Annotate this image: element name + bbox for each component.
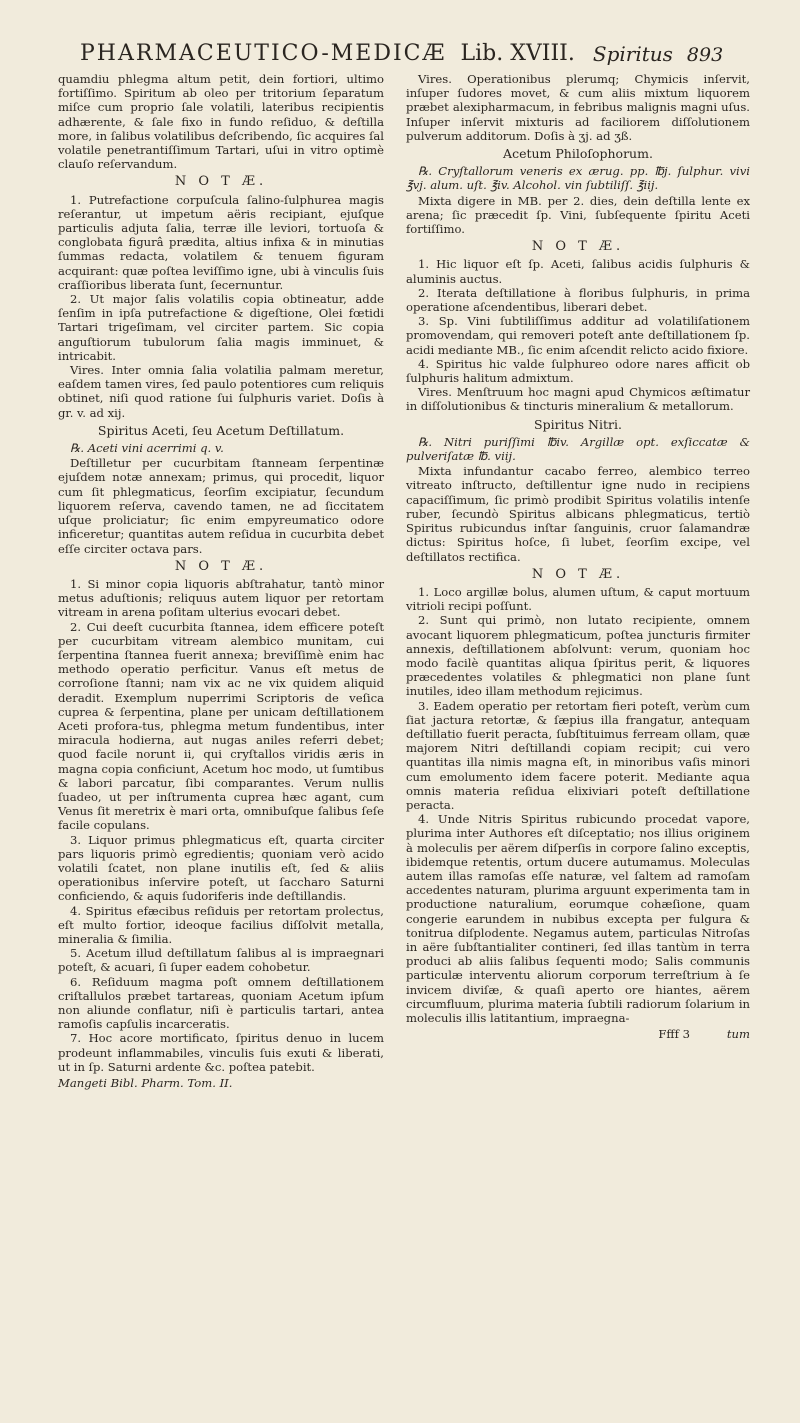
note-item: 4. Spiritus hic valde ſulphureo odore nares afficit ob ſulphuris halitum admixtum. [406, 356, 750, 386]
note-item: 1. Si minor copia liquoris abſtrahatur, tantò minor metus aduſtionis; reliquus autem liquor per retortam vitream in arena poſitam ulterius evocari debet. [58, 576, 384, 620]
section-heading: N O T Æ. [531, 566, 625, 582]
paragraph: quamdiu phlegma altum petit, dein fortiori, ultimo fortiſſimo. Spiritum ab oleo per tritorium ſeparatum miſce cum proprio ſale volatili, lateribus recipientis adhærente, & ſale fixo in fundo reſiduo, & deſtilla more, in ſalibus volatilibus deſcribendo, ſic acquires ſal volatile penetrantiſſimum Tartari, uſui in vitro optimè clauſo reſervandum. [58, 72, 384, 172]
header-book: Lib. XVIII. [460, 41, 575, 66]
note-item: 1. Putrefactione corpuſcula ſalino-ſulphurea magis reſerantur, ut impetum aëris recipiant, ejuſque particulis adjuta ſalia, terræ ille leviori, tortuoſa & conglobata figurâ prædita, altius infixa & in minutias ſummas redacta, volatilem & tenuem figuram acquirant: quæ poſtea leviſſimo igne, ubi à vinculis ſuis craſſioribus liberata ſunt, ſecernuntur. [58, 192, 384, 292]
recipe-title: Spiritus Nitri. [534, 416, 622, 432]
note-item: 5. Acetum illud deſtillatum ſalibus al is impraegnari poteſt, & acuari, ſi ſuper eadem cohobetur. [58, 946, 384, 975]
footer-signature-left: Mangeti Bibl. Pharm. Tom. II. [58, 1076, 233, 1091]
vires-paragraph: Vires. Inter omnia ſalia volatilia palmam meretur, eaſdem tamen vires, ſed paulo potentiores cum reliquis obtinet, niſi quod ratione ſui ſulphuris variet. Doſis à gr. v. ad xij. [58, 363, 384, 420]
note-item: 7. Hoc acore mortificato, ſpiritus denuo in lucem prodeunt inflammabiles, vinculis ſuis exuti & liberati, ut in ſp. Saturni ardente &c. poſtea patebit. [58, 1031, 384, 1074]
note-item: 3. Sp. Vini ſubtiliſſimus additur ad volatiliſationem promovendam, qui removeri poteſt ante deſtillationem ſp. acidi mediante MB., ſic enim aſcendit relicto acido fixiore. [406, 314, 750, 357]
recipe-prescription: ℞. Cryſtallorum veneris ex ærug. pp. ℔j. ſulphur. vivi ℥vj. alum. uſt. ℥iv. Alcohol. vin ſubtiliſſ. ℥iij. [406, 164, 750, 193]
page-number: 893 [686, 44, 724, 66]
signature-mark [406, 1027, 750, 1041]
note-item: 3. Liquor primus phlegmaticus eſt, quarta circiter pars liquoris primò egredientis; quoniam verò acido volatili ſcatet, non plane inutilis eſt, ſed & aliis operationibus inſervire poteſt, ut ſaccharo Saturni conficiendo, & aquis ſudoriferis inde deſtillandis. [58, 832, 384, 904]
running-header [80, 30, 800, 66]
section-heading: N O T Æ. [174, 558, 268, 574]
recipe-title: Acetum Philoſophorum. [503, 146, 653, 162]
section-heading: N O T Æ. [531, 239, 625, 255]
note-item: 4. Spiritus efæcibus reſiduis per retortam prolectus, eſt multo fortior, ideoque facilius diſſolvit metalla, mineralia & ſimilia. [58, 903, 384, 946]
note-item: 6. Reſiduum magma poſt omnem deſtillationem criſtallulos præbet tartareas, quoniam Acetum ipſum non aliunde conflatur, niſi è particulis tartari, antea ramoſis capſulis incarceratis. [58, 974, 384, 1032]
note-item: 2. Cui deeſt cucurbita ſtannea, idem efficere poteſt per cucurbitam vitream alembico munitam, cui ſerpentina ſtannea fuerit annexa; breviſſimè enim hac methodo operatio perficitur. Vanus eſt metus de corroſione ſtanni; nam vix ac ne vix quidem aliquid deradit. Exemplum nuperrimi Scriptoris de veſica cuprea & ſerpentina, plane per unicam deſtillationem Aceti profora-tus, phlegma metum fundentibus, inter miracula hodierna, aut nugas aniles referri debet; quod facile norunt ii, qui cryſtallos viridis æris in magna copia conficiunt, Acetum hoc modo, ut ſumtibus & labori parcatur, ſibi comparantes. Verum nullis ſuadeo, ut per inſtrumenta cuprea hæc agant, cum Venus ſit meretrix è mari orta, omnibuſque ſalibus ſeſe facile copulans. [58, 619, 384, 833]
vires-paragraph: Vires. Operationibus plerumq; Chymicis inſervit, inſuper ſudores movet, & cum aliis mixtum liquorem præbet alexipharmacum, in febribus malignis magni uſus. Inſuper inſervit mixturis ad faciliorem diſſolutionem pulverum additorum. Doſis à ʒj. ad ʒß. [406, 72, 750, 143]
recipe-prescription: ℞. Nitri puriſſimi ℔iv. Argillæ opt. exſiccatæ & pulveriſatæ ℔. viij. [406, 434, 750, 464]
note-item: 2. Iterata deſtillatione à floribus ſulphuris, in prima operatione aſcendentibus, liberari debet. [406, 285, 750, 315]
header-section: Spiritus [592, 42, 673, 66]
note-item: 1. Loco argillæ bolus, alumen uſtum, & caput mortuum vitrioli recipi poſſunt. [406, 584, 750, 614]
section-heading: N O T Æ. [174, 174, 268, 190]
note-item: 2. Sunt qui primò, non lutato recipiente, omnem avocant liquorem phlegmaticum, poſtea juncturis firmiter annexis, deſtillationem abſolvunt: verum, quoniam hoc modo facilè quantitas aliqua ſpiritus perit, & liquores præcedentes volatiles & phlegmatici non plane ſunt inutiles, ideo illam methodum rejicimus. [406, 613, 750, 699]
note-item: 2. Ut major ſalis volatilis copia obtineatur, adde ſenſim in ipſa putrefactione & digeſtione, Olei fœtidi Tartari trigeſimam, vel circiter partem. Sic copia anguſtiorum tubulorum ſalia magis imminuet, & intricabit. [58, 292, 384, 363]
catchword: tum [726, 1027, 750, 1042]
paragraph: Deſtilletur per cucurbitam ſtanneam ſerpentinæ ejuſdem notæ annexam; primus, qui procedit, liquor cum ſit phlegmaticus, ſeorſim excipiatur, ſecundum liquorem reſerva, cavendo tamen, ne ad ſiccitatem uſque proliciatur; ſic enim empyreumatico odore inficeretur; quantitas autem reſidua in cucurbita debet eſſe circiter octava pars. [58, 456, 384, 556]
recipe-title: Spiritus Aceti, ſeu Acetum Deſtillatum. [97, 422, 345, 438]
note-item: 3. Eadem operatio per retortam fieri poteſt, verùm cum ſiat jactura retortæ, & ſæpius illa frangatur, antequam deſtillatio fuerit peracta, ſubſtituimus ferream ollam, quæ majorem Nitri deſtillandi copiam recipit; cui vero quantitas illa nimis magna eſt, in minoribus vaſis minori cum emolumento idem facere poterit. Mediante aqua omnis materia reſidua elixiviari poteſt deſtillatione peracta. [406, 698, 750, 812]
recipe-prescription: ℞. Aceti vini acerrimi q. v. [70, 441, 224, 456]
paragraph: Mixta infundantur cacabo ferreo, alembico terreo vitreato inſtructo, deſtillentur igne nudo in recipiens capaciſſimum, ſic primò prodibit Spiritus volatilis intenſe ruber, ſecundò Spiritus albicans phlegmaticus, tertiò Spiritus rubicundus inſtar ſanguinis, cruor ſalamandræ dictus: Spiritus hoſce, ſi lubet, ſeorſim excipe, vel deſtillatos rectifica. [406, 464, 750, 564]
vires-paragraph: Vires. Menſtruum hoc magni apud Chymicos æſtimatur in diſſolutionibus & tincturis mineralium & metallorum. [406, 385, 750, 414]
right-column [406, 72, 750, 1041]
header-title: PHARMACEUTICO-MEDICÆ [80, 41, 447, 66]
note-item: 4. Unde Nitris Spiritus rubicundo procedat vapore, plurima inter Authores eſt diſceptatio; nos illius originem à moleculis per aërem diſperſis in corpore ſalino exceptis, ibidemque retentis, ortum ducere autumamus. Moleculas autem illas ramoſas eſſe naturæ, vel ſaltem ad ramoſam accedentes naturam, plurima arguunt experimenta tam in productione naturalium, eorumque cohæſione, quam congerie earundem in nubibus excepta per fulgura & tonitrua diſplodente. Negamus autem, particulas Nitroſas in aëre ſubſtantialiter contineri, ſed illas tantùm in terra produci ab aliis ſalibus ſequenti modo; Salis communis particulæ interventu aliorum corporum terreſtrium à ſe invicem diviſæ, & quaſi aperto ore hiantes, aërem circumfluum, plurima materia ſubtili radiorum ſolarium in moleculis illis latitantium, impraegna- [406, 812, 750, 1025]
paragraph: Mixta digere in MB. per 2. dies, dein deſtilla lente ex arena; ſic præcedit ſp. Vini, ſubſequente ſpiritu Aceti fortiſſimo. [406, 193, 750, 237]
signature-text: Ffff 3 [658, 1027, 691, 1042]
left-column [58, 72, 384, 1090]
note-item: 1. Hic liquor eſt ſp. Aceti, ſalibus acidis ſulphuris & aluminis auctus. [406, 257, 750, 286]
